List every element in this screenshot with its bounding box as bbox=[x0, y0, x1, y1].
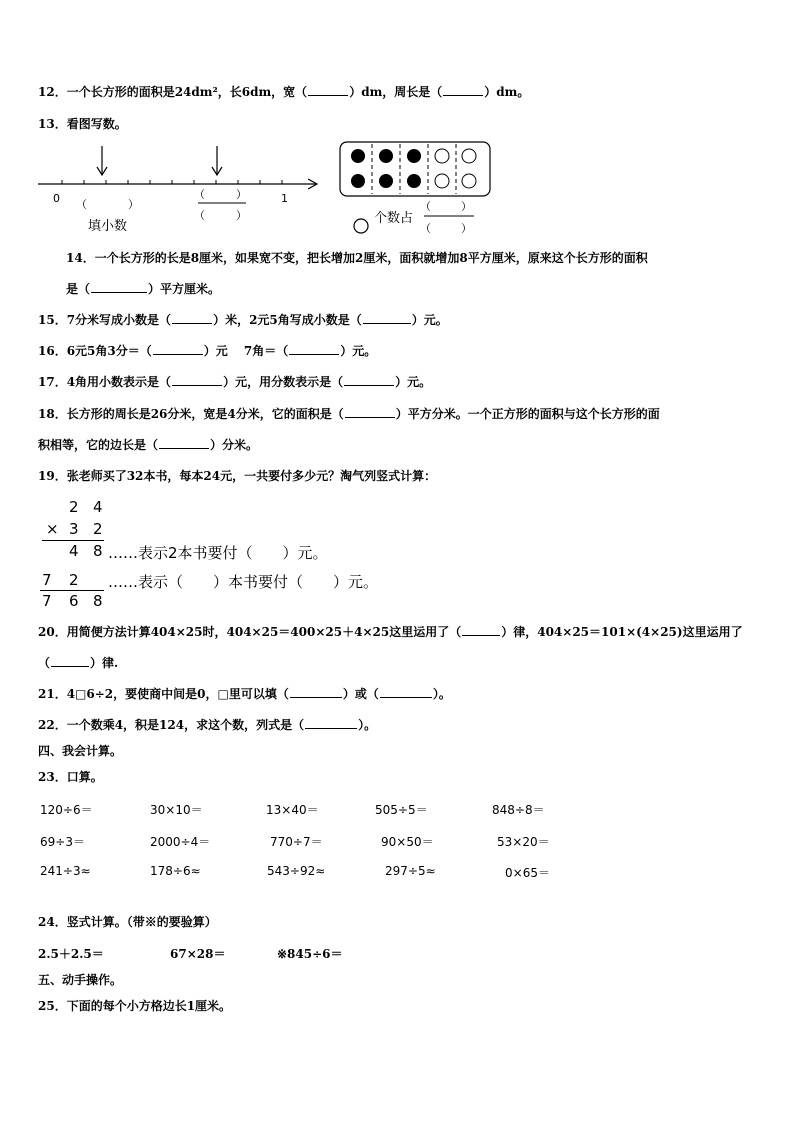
q20-text: ）律. bbox=[90, 656, 119, 670]
digit: 8 bbox=[93, 542, 103, 560]
arrow-icon bbox=[97, 146, 107, 175]
q12-text: ）dm，周长是（ bbox=[349, 85, 443, 99]
q24-item: 2.5＋2.5＝ bbox=[38, 947, 104, 961]
question-18-line2 bbox=[38, 437, 258, 453]
question-19: 19．张老师买了32本书，每本24元，一共要付多少元？淘气列竖式计算： bbox=[38, 469, 437, 483]
q12-text: 12．一个长方形的面积是24dm²，长6dm，宽（ bbox=[38, 85, 308, 99]
tick-label-0: 0 bbox=[53, 192, 60, 205]
digit: 2 bbox=[93, 520, 103, 538]
q20-text: （ bbox=[38, 656, 51, 670]
answer-blank[interactable] bbox=[172, 374, 222, 386]
q17-text: ）元。 bbox=[395, 375, 432, 389]
digit: 4 bbox=[93, 498, 103, 516]
calc-item: 848÷8＝ bbox=[492, 803, 545, 817]
label-fill-decimal: 填小数 bbox=[88, 219, 128, 234]
q17-text: ）元，用分数表示是（ bbox=[223, 375, 344, 389]
dots-caption: 个数占 bbox=[374, 211, 414, 226]
calc-item: 30×10＝ bbox=[150, 803, 203, 817]
calc-item: 13×40＝ bbox=[266, 803, 319, 817]
question-13-title: 13．看图写数。 bbox=[38, 117, 127, 131]
paren-close: ） bbox=[461, 200, 472, 213]
arrow-icon bbox=[212, 146, 222, 175]
q22-text: 22．一个数乘4，积是124，求这个数，列式是（ bbox=[38, 718, 305, 732]
calc-item: 770÷7＝ bbox=[270, 835, 323, 849]
q15-text: ）米，2元5角写成小数是（ bbox=[213, 313, 362, 327]
empty-dot bbox=[462, 149, 476, 163]
q16-text: ）元 7角＝（ bbox=[203, 344, 289, 358]
question-12 bbox=[38, 84, 529, 100]
digit: 8 bbox=[93, 592, 103, 610]
calc-item: 241÷3≈ bbox=[40, 864, 91, 878]
answer-blank[interactable] bbox=[159, 437, 209, 449]
q18-text: ）分米。 bbox=[210, 438, 259, 452]
q20-text: 20．用简便方法计算404×25时，404×25＝400×25＋4×25这里运用了（ bbox=[38, 625, 462, 639]
digit: 7 bbox=[42, 592, 52, 610]
q21-text: ）。 bbox=[432, 687, 451, 701]
answer-blank[interactable] bbox=[305, 717, 357, 729]
answer-circle[interactable] bbox=[354, 219, 368, 233]
answer-blank[interactable] bbox=[172, 312, 212, 324]
calc-item: 297÷5≈ bbox=[385, 864, 436, 878]
answer-blank[interactable] bbox=[290, 686, 342, 698]
number-line bbox=[38, 179, 317, 189]
q21-text: ）或（ bbox=[342, 687, 379, 701]
q13-figure bbox=[36, 140, 496, 240]
empty-dot bbox=[435, 174, 449, 188]
calc-item: 505÷5＝ bbox=[375, 803, 428, 817]
calc-item: 120÷6＝ bbox=[40, 803, 93, 817]
q22-text: ）。 bbox=[358, 718, 377, 732]
question-14-line2 bbox=[66, 281, 220, 297]
filled-dot bbox=[379, 174, 393, 188]
q17-text: 17．4角用小数表示是（ bbox=[38, 375, 172, 389]
question-24-title: 24．竖式计算。（带※的要验算） bbox=[38, 915, 217, 929]
answer-blank[interactable] bbox=[363, 312, 411, 324]
filled-dot bbox=[407, 174, 421, 188]
section-5-heading: 五、动手操作。 bbox=[38, 973, 123, 987]
divider-line bbox=[40, 590, 104, 591]
empty-dot bbox=[435, 149, 449, 163]
paren-open: （ bbox=[420, 200, 431, 213]
answer-blank[interactable] bbox=[308, 84, 348, 96]
filled-dot bbox=[379, 149, 393, 163]
calc-item: 53×20＝ bbox=[497, 835, 550, 849]
paren-close: ） bbox=[128, 198, 139, 211]
question-23-title: 23．口算。 bbox=[38, 770, 103, 784]
q15-text: 15．7分米写成小数是（ bbox=[38, 313, 172, 327]
answer-blank[interactable] bbox=[345, 406, 395, 418]
answer-blank[interactable] bbox=[91, 281, 147, 293]
tick-label-1: 1 bbox=[281, 192, 288, 205]
q20-text: ）律，404×25＝101×(4×25)这里运用了 bbox=[501, 625, 743, 639]
annotation-1: ……表示2本书要付（ ）元。 bbox=[108, 544, 328, 562]
digit: 4 bbox=[69, 542, 79, 560]
filled-dot bbox=[407, 149, 421, 163]
dot-grid-box bbox=[340, 142, 490, 196]
divider-line bbox=[42, 540, 104, 541]
q14-text: 是（ bbox=[66, 282, 91, 296]
answer-blank[interactable] bbox=[462, 624, 500, 636]
answer-blank[interactable] bbox=[153, 343, 203, 355]
q12-text: ）dm。 bbox=[484, 85, 530, 99]
q16-text: 16．6元5角3分＝（ bbox=[38, 344, 152, 358]
calc-item: 0×65＝ bbox=[505, 866, 550, 880]
q24-item: ※845÷6＝ bbox=[277, 947, 343, 961]
q21-text: 21．4□6÷2，要使商中间是0，□里可以填（ bbox=[38, 687, 289, 701]
digit: 2 bbox=[69, 571, 79, 589]
digit: 6 bbox=[69, 592, 79, 610]
question-17 bbox=[38, 374, 431, 390]
digit: 7 bbox=[42, 571, 52, 589]
paren-close: ） bbox=[236, 209, 247, 222]
calc-item: 178÷6≈ bbox=[150, 864, 201, 878]
filled-dot bbox=[351, 149, 365, 163]
answer-blank[interactable] bbox=[51, 655, 89, 667]
paren-open: （ bbox=[76, 198, 87, 211]
q15-text: ）元。 bbox=[411, 313, 448, 327]
paren-close: ） bbox=[236, 188, 247, 201]
q16-text: ）元。 bbox=[340, 344, 377, 358]
question-20-line2 bbox=[38, 655, 118, 671]
question-25: 25．下面的每个小方格边长1厘米。 bbox=[38, 999, 232, 1013]
answer-blank[interactable] bbox=[443, 84, 483, 96]
paren-open: （ bbox=[194, 188, 205, 201]
answer-blank[interactable] bbox=[344, 374, 394, 386]
times-sign: × bbox=[46, 520, 59, 538]
question-18-line1 bbox=[38, 406, 660, 422]
q14-text: ）平方厘米。 bbox=[148, 282, 221, 296]
question-15 bbox=[38, 312, 448, 328]
calc-item: 69÷3＝ bbox=[40, 835, 85, 849]
section-4-heading: 四、我会计算。 bbox=[38, 744, 123, 758]
calc-item: 90×50＝ bbox=[381, 835, 434, 849]
empty-dot bbox=[462, 174, 476, 188]
paren-open: （ bbox=[194, 209, 205, 222]
q18-text: ）平方分米。一个正方形的面积与这个长方形的面 bbox=[395, 407, 660, 421]
digit: 2 bbox=[69, 498, 79, 516]
q18-text: 积相等，它的边长是（ bbox=[38, 438, 159, 452]
paren-close: ） bbox=[461, 222, 472, 235]
answer-blank[interactable] bbox=[289, 343, 339, 355]
question-20-line1 bbox=[38, 624, 743, 640]
calc-item: 543÷92≈ bbox=[267, 864, 326, 878]
annotation-2: ……表示（ ）本书要付（ ）元。 bbox=[108, 573, 379, 591]
question-16 bbox=[38, 343, 376, 359]
filled-dot bbox=[351, 174, 365, 188]
digit: 3 bbox=[69, 520, 79, 538]
question-21 bbox=[38, 686, 451, 702]
question-22 bbox=[38, 717, 376, 733]
paren-open: （ bbox=[420, 222, 431, 235]
answer-blank[interactable] bbox=[380, 686, 432, 698]
q18-text: 18．长方形的周长是26分米，宽是4分米，它的面积是（ bbox=[38, 407, 344, 421]
question-14-line1: 14．一个长方形的长是8厘米，如果宽不变，把长增加2厘米，面积就增加8平方厘米，原来这个长方形的面积 bbox=[66, 251, 648, 265]
q24-item: 67×28＝ bbox=[170, 947, 226, 961]
calc-item: 2000÷4＝ bbox=[150, 835, 211, 849]
